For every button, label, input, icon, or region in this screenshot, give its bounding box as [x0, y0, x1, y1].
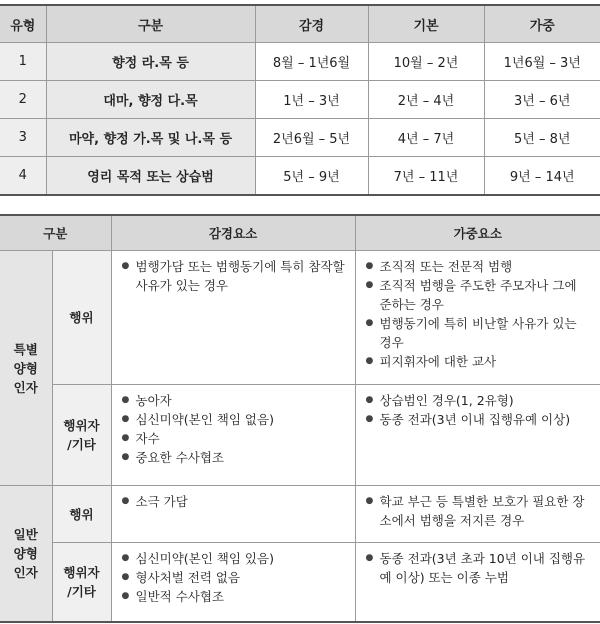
- actor-label: 행위자 /기타: [52, 385, 111, 486]
- table-row: [0, 119, 600, 157]
- category-cell: 대마, 향정 다.목: [46, 81, 255, 119]
- type-cell: 2: [0, 81, 46, 119]
- mitigated-cell: 5년 – 9년: [255, 157, 368, 196]
- type-cell: 1: [0, 43, 46, 81]
- basic-cell: 2년 – 4년: [368, 81, 484, 119]
- list-item: ● 학교 부근 등 특별한 보호가 필요한 장소에서 범행을 저지른 경우: [366, 492, 593, 530]
- table-header-row: [0, 215, 600, 251]
- list-item: ● 동종 전과(3년 이내 집행유예 이상): [366, 410, 593, 429]
- list-item: ● 농아자: [122, 391, 347, 410]
- list-item: ● 조직적 또는 전문적 범행: [366, 257, 593, 276]
- aggravating-cell: [355, 385, 600, 486]
- header-category: 구분: [0, 215, 111, 251]
- basic-cell: 10월 – 2년: [368, 43, 484, 81]
- aggravating-cell: [355, 251, 600, 385]
- basic-cell: 7년 – 11년: [368, 157, 484, 196]
- list-item: ● 자수: [122, 429, 347, 448]
- header-mitigating-factors: 감경요소: [111, 215, 355, 251]
- table-row: [0, 251, 600, 385]
- table-row: [0, 81, 600, 119]
- basic-cell: 4년 – 7년: [368, 119, 484, 157]
- category-cell: 영리 목적 또는 상습범: [46, 157, 255, 196]
- factor-list: [112, 486, 355, 517]
- header-mitigated: 감경: [255, 5, 368, 43]
- table-header-row: [0, 5, 600, 43]
- mitigated-cell: 8월 – 1년6월: [255, 43, 368, 81]
- factor-list: [356, 486, 600, 536]
- factor-list: [356, 251, 600, 377]
- sentencing-range-table: [0, 4, 600, 196]
- list-item: ● 상습범인 경우(1, 2유형): [366, 391, 593, 410]
- aggravated-cell: 1년6월 – 3년: [484, 43, 600, 81]
- header-basic: 기본: [368, 5, 484, 43]
- table-row: [0, 43, 600, 81]
- aggravated-cell: 3년 – 6년: [484, 81, 600, 119]
- factor-list: [112, 251, 355, 301]
- aggravated-cell: 9년 – 14년: [484, 157, 600, 196]
- aggravating-cell: [355, 543, 600, 623]
- actor-label: 행위자 /기타: [52, 543, 111, 623]
- table-row: [0, 543, 600, 623]
- factor-list: [112, 543, 355, 612]
- list-item: ● 형사처벌 전력 없음: [122, 568, 347, 587]
- aggravating-cell: [355, 486, 600, 543]
- table-row: [0, 385, 600, 486]
- sentencing-factors-table: [0, 214, 600, 623]
- general-factors-label: 일반 양형 인자: [0, 486, 52, 623]
- table-row: [0, 157, 600, 196]
- factor-list: [356, 385, 600, 435]
- factor-list: [356, 543, 600, 593]
- list-item: ● 동종 전과(3년 초과 10년 이내 집행유예 이상) 또는 이종 누범: [366, 549, 593, 587]
- list-item: ● 심신미약(본인 책임 있음): [122, 549, 347, 568]
- act-label: 행위: [52, 486, 111, 543]
- list-item: ● 범행동기에 특히 비난할 사유가 있는 경우: [366, 314, 593, 352]
- mitigated-cell: 1년 – 3년: [255, 81, 368, 119]
- aggravated-cell: 5년 – 8년: [484, 119, 600, 157]
- category-cell: 마약, 향정 가.목 및 나.목 등: [46, 119, 255, 157]
- list-item: ● 피지휘자에 대한 교사: [366, 352, 593, 371]
- list-item: ● 소극 가담: [122, 492, 347, 511]
- header-category: 구분: [46, 5, 255, 43]
- type-cell: 4: [0, 157, 46, 196]
- mitigated-cell: 2년6월 – 5년: [255, 119, 368, 157]
- header-aggravated: 가중: [484, 5, 600, 43]
- category-cell: 향정 라.목 등: [46, 43, 255, 81]
- header-aggravating-factors: 가중요소: [355, 215, 600, 251]
- act-label: 행위: [52, 251, 111, 385]
- mitigating-cell: [111, 486, 355, 543]
- table-row: [0, 486, 600, 543]
- list-item: ● 일반적 수사협조: [122, 587, 347, 606]
- factor-list: [112, 385, 355, 473]
- list-item: ● 범행가담 또는 범행동기에 특히 참작할 사유가 있는 경우: [122, 257, 347, 295]
- header-type: 유형: [0, 5, 46, 43]
- special-factors-label: 특별 양형 인자: [0, 251, 52, 486]
- type-cell: 3: [0, 119, 46, 157]
- list-item: ● 심신미약(본인 책임 없음): [122, 410, 347, 429]
- mitigating-cell: [111, 385, 355, 486]
- list-item: ● 조직적 범행을 주도한 주모자나 그에 준하는 경우: [366, 276, 593, 314]
- list-item: ● 중요한 수사협조: [122, 448, 347, 467]
- mitigating-cell: [111, 251, 355, 385]
- mitigating-cell: [111, 543, 355, 623]
